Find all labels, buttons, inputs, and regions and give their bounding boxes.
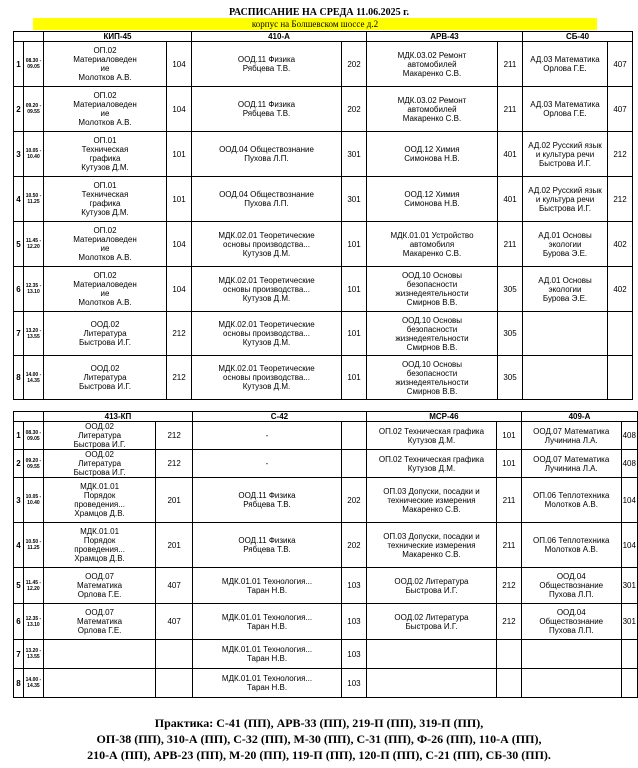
group-header: КИП-45 (44, 32, 192, 42)
subject-cell: ООД.11 Физика Рябцева Т.В. (193, 478, 342, 523)
subject-cell: ООД.02 Литература Быстрова И.Г. (366, 604, 496, 640)
room-cell: 212 (156, 422, 193, 450)
header-corner (14, 412, 44, 422)
subject-cell: МДК.02.01 Теоретические основы производства... Кутузов Д.М. (192, 267, 342, 312)
subject-cell: ООД.10 Основы безопасности жизнедеятельности Смирнов В.В. (367, 267, 498, 312)
room-cell: 408 (621, 422, 637, 450)
room-cell: 212 (608, 177, 633, 222)
schedule-table-1 (13, 31, 633, 400)
group-header: 409-А (521, 412, 637, 422)
lesson-number: 8 (14, 356, 24, 400)
subject-cell: ОП.03 Допуски, посадки и технические измерения Макаренко С.В. (366, 523, 496, 568)
subject-cell: ООД.10 Основы безопасности жизнедеятельности Смирнов В.В. (367, 312, 498, 356)
subject-cell: МДК.01.01 Технология... Таран Н.В. (193, 640, 342, 669)
lesson-time: 14.00 - 14.35 (23, 669, 43, 698)
group-header-row (14, 412, 638, 422)
room-cell: 212 (156, 450, 193, 478)
group-header: 410-А (192, 32, 367, 42)
room-cell: 104 (167, 222, 192, 267)
subject-cell: АД.01 Основы экологии Бурова Э.Е. (523, 267, 608, 312)
room-cell: 402 (608, 267, 633, 312)
lesson-row (14, 669, 638, 698)
room-cell: 211 (498, 222, 523, 267)
room-cell: 305 (498, 356, 523, 400)
room-cell: 202 (341, 478, 366, 523)
lesson-number: 6 (14, 267, 24, 312)
subject-cell (43, 640, 155, 669)
subject-cell: ОП.02 Материаловеден ие Молотков А.В. (44, 42, 167, 87)
group-header: С-42 (193, 412, 367, 422)
subject-cell (523, 312, 608, 356)
room-cell: 211 (497, 478, 522, 523)
subject-cell: МДК.01.01 Устройство автомобиля Макаренко С.В. (367, 222, 498, 267)
lesson-time: 10.50 - 11.25 (23, 523, 43, 568)
group-header: СБ-40 (523, 32, 633, 42)
subject-cell: ОП.02 Техническая графика Кутузов Д.М. (366, 450, 496, 478)
lesson-number: 3 (14, 132, 24, 177)
lesson-row (14, 640, 638, 669)
room-cell: 301 (342, 177, 367, 222)
room-cell (497, 669, 522, 698)
group-header-row (14, 32, 633, 42)
room-cell: 401 (498, 177, 523, 222)
subject-cell: ООД.07 Математика Лучинина Л.А. (521, 422, 621, 450)
group-header: МСР-46 (366, 412, 521, 422)
lesson-number: 3 (14, 478, 24, 523)
subject-cell: ООД.02 Литература Быстрова И.Г. (366, 568, 496, 604)
subject-cell: ОП.02 Материаловеден ие Молотков А.В. (44, 222, 167, 267)
subject-cell: ООД.12 Химия Симонова Н.В. (367, 132, 498, 177)
lesson-number: 5 (14, 222, 24, 267)
room-cell (156, 640, 193, 669)
lesson-number: 2 (14, 450, 24, 478)
campus-address-banner: корпус на Болшевском шоссе д.2 (33, 18, 597, 30)
room-cell (341, 422, 366, 450)
lesson-row (14, 450, 638, 478)
subject-cell: МДК.03.02 Ремонт автомобилей Макаренко С.В. (367, 42, 498, 87)
lesson-time: 09.20 - 09.55 (24, 87, 44, 132)
lesson-row (14, 267, 633, 312)
room-cell: 301 (342, 132, 367, 177)
room-cell: 212 (167, 312, 192, 356)
subject-cell: ОП.06 Теплотехника Молотков А.В. (521, 523, 621, 568)
subject-cell: ООД.10 Основы безопасности жизнедеятельности Смирнов В.В. (367, 356, 498, 400)
lesson-row (14, 312, 633, 356)
room-cell (497, 640, 522, 669)
room-cell: 211 (498, 87, 523, 132)
subject-cell: МДК.02.01 Теоретические основы производства... Кутузов Д.М. (192, 356, 342, 400)
room-cell: 212 (608, 132, 633, 177)
room-cell: 212 (497, 568, 522, 604)
subject-cell: МДК.01.01 Технология... Таран Н.В. (193, 604, 342, 640)
room-cell (621, 640, 637, 669)
lesson-row (14, 132, 633, 177)
subject-cell: ОП.06 Теплотехника Молотков А.В. (521, 478, 621, 523)
lesson-time: 13.20 - 13.55 (23, 640, 43, 669)
subject-cell: ООД.07 Математика Орлова Г.Е. (43, 568, 155, 604)
room-cell: 401 (498, 132, 523, 177)
room-cell: 305 (498, 267, 523, 312)
room-cell: 212 (167, 356, 192, 400)
subject-cell: ООД.02 Литература Быстрова И.Г. (43, 422, 155, 450)
subject-cell: ООД.07 Математика Орлова Г.Е. (43, 604, 155, 640)
schedule-table-2 (13, 411, 638, 698)
room-cell: 301 (621, 604, 637, 640)
lesson-number: 7 (14, 640, 24, 669)
lesson-row (14, 356, 633, 400)
lesson-time: 10.05 - 10.40 (24, 132, 44, 177)
subject-cell: АД.01 Основы экологии Бурова Э.Е. (523, 222, 608, 267)
subject-cell: ООД.11 Физика Рябцева Т.В. (193, 523, 342, 568)
lesson-row (14, 42, 633, 87)
room-cell: 407 (156, 568, 193, 604)
room-cell (608, 356, 633, 400)
room-cell (341, 450, 366, 478)
subject-cell: АД.03 Математика Орлова Г.Е. (523, 87, 608, 132)
subject-cell: ОП.02 Материаловеден ие Молотков А.В. (44, 267, 167, 312)
room-cell: 103 (341, 640, 366, 669)
room-cell: 101 (497, 450, 522, 478)
subject-cell: МДК.03.02 Ремонт автомобилей Макаренко С.В. (367, 87, 498, 132)
room-cell: 103 (341, 604, 366, 640)
room-cell: 101 (342, 312, 367, 356)
subject-cell: АД.03 Математика Орлова Г.Е. (523, 42, 608, 87)
subject-cell: ООД.04 Обществознание Пухова Л.П. (521, 568, 621, 604)
lesson-row (14, 478, 638, 523)
subject-cell: ОП.02 Техническая графика Кутузов Д.М. (366, 422, 496, 450)
room-cell: 305 (498, 312, 523, 356)
lesson-number: 6 (14, 604, 24, 640)
room-cell: 101 (167, 177, 192, 222)
subject-cell: МДК.01.01 Порядок проведения... Храмцов Д.В. (43, 478, 155, 523)
lesson-time: 12.35 - 13.10 (24, 267, 44, 312)
subject-cell: ООД.12 Химия Симонова Н.В. (367, 177, 498, 222)
lesson-number: 8 (14, 669, 24, 698)
lesson-row (14, 568, 638, 604)
room-cell: 408 (621, 450, 637, 478)
room-cell: 104 (621, 478, 637, 523)
lesson-time: 11.45 - 12.20 (23, 568, 43, 604)
room-cell: 407 (608, 42, 633, 87)
lesson-time: 08.30 - 09.05 (24, 42, 44, 87)
room-cell: 407 (156, 604, 193, 640)
lesson-time: 09.20 - 09.55 (23, 450, 43, 478)
lesson-number: 1 (14, 422, 24, 450)
lesson-number: 4 (14, 523, 24, 568)
subject-cell: МДК.02.01 Теоретические основы производства... Кутузов Д.М. (192, 222, 342, 267)
group-header: АРВ-43 (367, 32, 523, 42)
lesson-row (14, 87, 633, 132)
subject-cell: ООД.04 Обществознание Пухова Л.П. (192, 132, 342, 177)
room-cell: 407 (608, 87, 633, 132)
lesson-number: 4 (14, 177, 24, 222)
practice-note: Практика: С-41 (ПП), АРВ-33 (ПП), 219-П (ПП), 319-П (ПП), ОП-38 (ПП), 310-А (ПП), С-32 (ПП), М-30 (ПП), С-31 (ПП), Ф-26 (ПП), 110-А (ПП), 210-А (ПП), АРВ-23 (ПП), М-20 (ПП), 119-П (ПП), 120-П (ПП), С-21 (ПП), СБ-30 (ПП). (87, 716, 551, 762)
lesson-row (14, 422, 638, 450)
subject-cell: ООД.04 Обществознание Пухова Л.П. (192, 177, 342, 222)
room-cell: 202 (342, 87, 367, 132)
subject-cell: ООД.11 Физика Рябцева Т.В. (192, 87, 342, 132)
group-header: 413-КП (43, 412, 192, 422)
subject-cell: ООД.02 Литература Быстрова И.Г. (44, 356, 167, 400)
subject-cell: ОП.01 Техническая графика Кутузов Д.М. (44, 132, 167, 177)
lesson-time: 08.30 - 09.05 (23, 422, 43, 450)
subject-cell: ОП.01 Техническая графика Кутузов Д.М. (44, 177, 167, 222)
room-cell (608, 312, 633, 356)
room-cell: 104 (167, 267, 192, 312)
room-cell (621, 669, 637, 698)
lesson-time: 13.20 - 13.55 (24, 312, 44, 356)
room-cell: 104 (167, 87, 192, 132)
room-cell: 103 (341, 669, 366, 698)
room-cell: 104 (621, 523, 637, 568)
lesson-row (14, 523, 638, 568)
room-cell: 101 (497, 422, 522, 450)
room-cell: 101 (342, 267, 367, 312)
subject-cell: ООД.02 Литература Быстрова И.Г. (43, 450, 155, 478)
subject-cell (43, 669, 155, 698)
lesson-time: 11.45 - 12.20 (24, 222, 44, 267)
room-cell: 101 (167, 132, 192, 177)
room-cell: 101 (342, 222, 367, 267)
subject-cell: МДК.01.01 Технология... Таран Н.В. (193, 669, 342, 698)
room-cell: 301 (621, 568, 637, 604)
header-corner (14, 32, 44, 42)
lesson-row (14, 177, 633, 222)
lesson-time: 14.00 - 14.35 (24, 356, 44, 400)
room-cell (156, 669, 193, 698)
subject-cell: МДК.02.01 Теоретические основы производства... Кутузов Д.М. (192, 312, 342, 356)
lesson-row (14, 222, 633, 267)
lesson-time: 10.05 - 10.40 (23, 478, 43, 523)
subject-cell: АД.02 Русский язык и культура речи Быстрова И.Г. (523, 177, 608, 222)
room-cell: 202 (342, 42, 367, 87)
subject-cell (366, 669, 496, 698)
subject-cell: ОП.02 Материаловеден ие Молотков А.В. (44, 87, 167, 132)
subject-cell: ООД.04 Обществознание Пухова Л.П. (521, 604, 621, 640)
subject-cell: - (193, 450, 342, 478)
subject-cell: ОП.03 Допуски, посадки и технические измерения Макаренко С.В. (366, 478, 496, 523)
subject-cell: АД.02 Русский язык и культура речи Быстрова И.Г. (523, 132, 608, 177)
subject-cell: МДК.01.01 Порядок проведения... Храмцов Д.В. (43, 523, 155, 568)
lesson-number: 2 (14, 87, 24, 132)
subject-cell (521, 669, 621, 698)
subject-cell (366, 640, 496, 669)
subject-cell: - (193, 422, 342, 450)
lesson-number: 7 (14, 312, 24, 356)
lesson-number: 1 (14, 42, 24, 87)
subject-cell (523, 356, 608, 400)
lesson-time: 12.35 - 13.10 (23, 604, 43, 640)
lesson-row (14, 604, 638, 640)
subject-cell (521, 640, 621, 669)
room-cell: 402 (608, 222, 633, 267)
subject-cell: ООД.11 Физика Рябцева Т.В. (192, 42, 342, 87)
room-cell: 211 (498, 42, 523, 87)
subject-cell: ООД.02 Литература Быстрова И.Г. (44, 312, 167, 356)
subject-cell: МДК.01.01 Технология... Таран Н.В. (193, 568, 342, 604)
room-cell: 212 (497, 604, 522, 640)
lesson-number: 5 (14, 568, 24, 604)
room-cell: 201 (156, 478, 193, 523)
schedule-title: РАСПИСАНИЕ НА СРЕДА 11.06.2025 г. (229, 7, 409, 18)
room-cell: 201 (156, 523, 193, 568)
subject-cell: ООД.07 Математика Лучинина Л.А. (521, 450, 621, 478)
room-cell: 211 (497, 523, 522, 568)
room-cell: 202 (341, 523, 366, 568)
room-cell: 103 (341, 568, 366, 604)
room-cell: 101 (342, 356, 367, 400)
room-cell: 104 (167, 42, 192, 87)
lesson-time: 10.50 - 11.25 (24, 177, 44, 222)
